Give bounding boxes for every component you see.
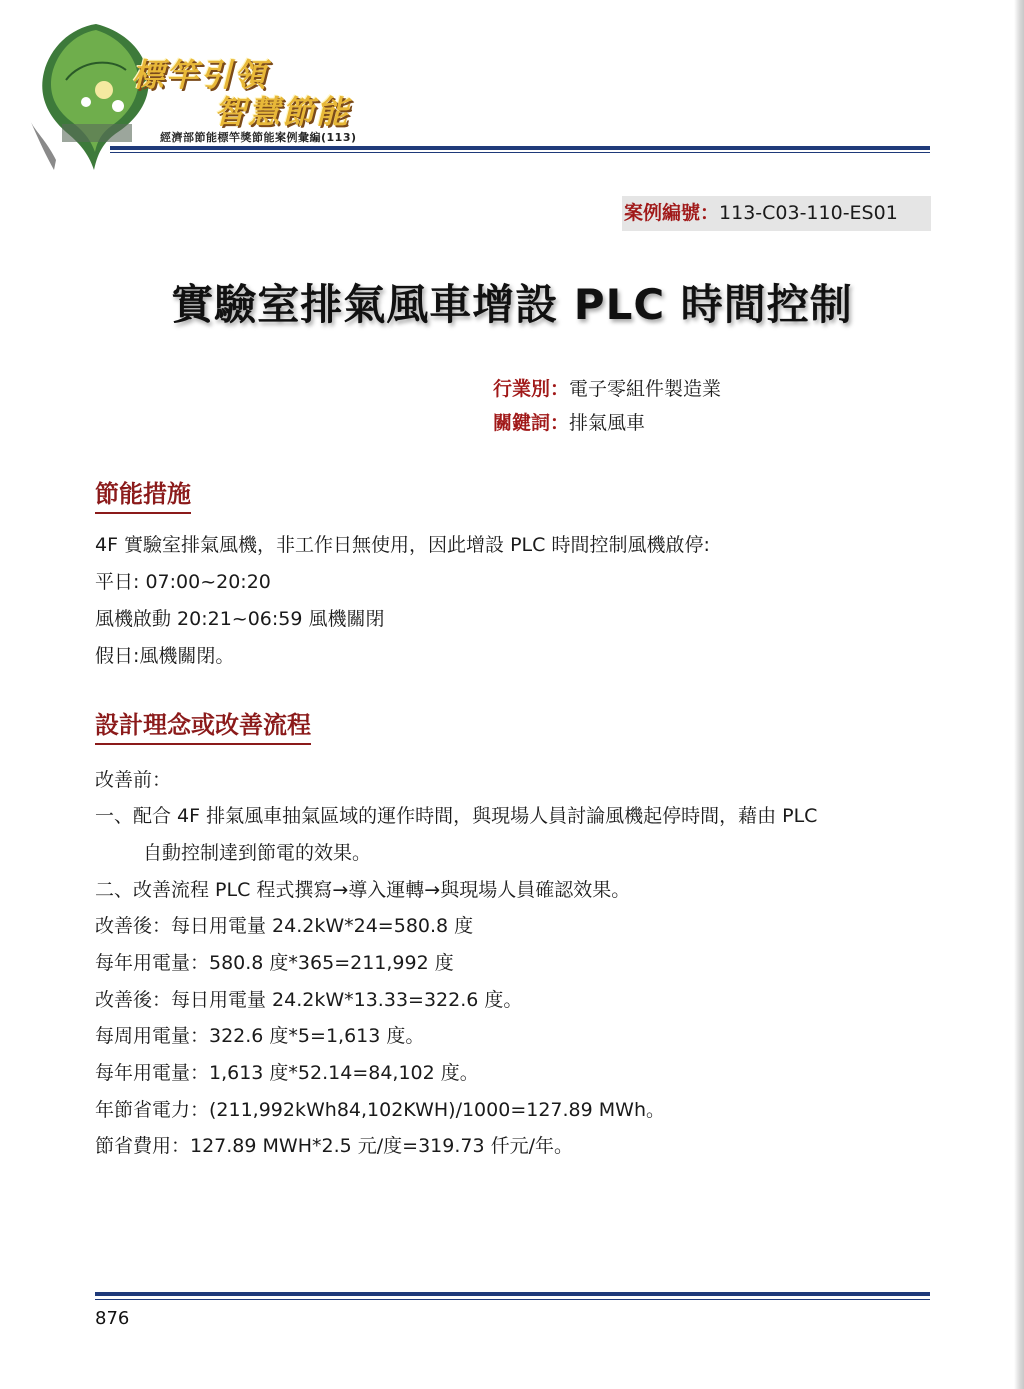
design-line: 二、改善流程 PLC 程式撰寫→導入運轉→與現場人員確認效果。 (95, 879, 631, 901)
design-line: 每年用電量：1,613 度*52.14=84,102 度。 (95, 1062, 479, 1084)
header-rule-thick (110, 146, 930, 150)
header-rule-thin (110, 152, 930, 153)
taiwan-leaf-logo-icon (26, 20, 166, 180)
industry-label: 行業別： (493, 378, 570, 400)
case-number-label: 案例編號： (624, 202, 720, 224)
measures-line: 風機啟動 20:21~06:59 風機關閉 (95, 608, 385, 630)
industry-meta (493, 374, 721, 401)
design-line: 改善後：每日用電量 24.2kW*13.33=322.6 度。 (95, 989, 523, 1011)
design-line: 改善後：每日用電量 24.2kW*24=580.8 度 (95, 915, 474, 937)
measures-line: 假日:風機關閉。 (95, 645, 235, 667)
page-title: 實驗室排氣風車增設 PLC 時間控制 (171, 280, 853, 329)
footer-rule-thick (95, 1292, 930, 1296)
measures-line: 4F 實驗室排氣風機，非工作日無使用，因此增設 PLC 時間控制風機啟停: (95, 534, 710, 556)
design-line: 改善前： (95, 769, 172, 791)
design-line: 自動控制達到節電的效果。 (143, 842, 372, 864)
design-line: 年節省電力：(211,992kWh84,102KWH)/1000=127.89 MWh。 (95, 1099, 665, 1121)
footer-rule-thin (95, 1299, 930, 1300)
keywords-label: 關鍵詞： (493, 412, 570, 434)
section-heading-design: 設計理念或改善流程 (95, 705, 311, 745)
page-number: 876 (95, 1308, 130, 1329)
case-number-value: 113-C03-110-ES01 (719, 202, 898, 224)
section-heading-measures: 節能措施 (95, 474, 191, 514)
slogan-line1: 標竿引領 (132, 56, 269, 94)
design-line: 一、配合 4F 排氣風車抽氣區域的運作時間，與現場人員討論風機起停時間，藉由 PLC (95, 805, 818, 827)
design-line: 每周用電量：322.6 度*5=1,613 度。 (95, 1025, 425, 1047)
keywords-value: 排氣風車 (569, 412, 646, 434)
slogan-line2: 智慧節能 (214, 93, 351, 131)
header-caption: 經濟部節能標竿獎節能案例彙編(113) (160, 131, 357, 144)
page-edge-shadow (1014, 0, 1024, 1389)
case-number-box (622, 196, 931, 231)
design-line: 節省費用：127.89 MWH*2.5 元/度=319.73 仟元/年。 (95, 1135, 573, 1157)
keywords-meta (493, 408, 645, 435)
design-line: 每年用電量：580.8 度*365=211,992 度 (95, 952, 454, 974)
measures-line: 平日: 07:00~20:20 (95, 571, 271, 593)
industry-value: 電子零組件製造業 (569, 378, 722, 400)
